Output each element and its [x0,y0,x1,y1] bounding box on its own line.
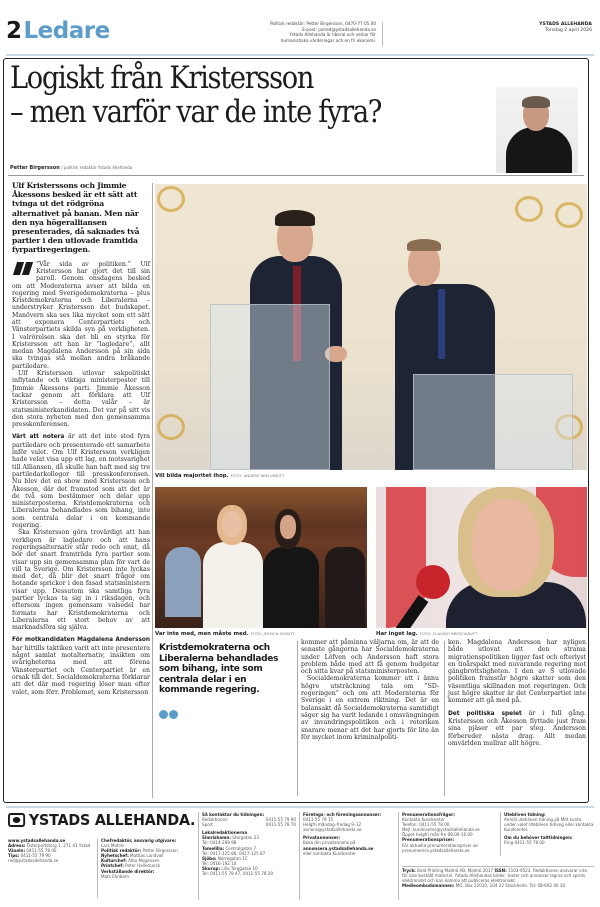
paragraph: Ska Kristersson göra trovärdigt att han verkligen är lagledare och att hans regeringsalternativ står redo och enat, då bör det snart framträda fyra partier som visar upp sin gemensamma plan för vart de vill ta Sverige. Om Kristersson inte lyckas med det, då blir det snart frågor om hotande sprickor i den fasad statsministern visar upp. Dessutom ska samtliga fyra partier lyckas ta sig in i riksdagen, och eftersom ingen gemensam valsedel har formats har Kristdemokraterna och Liberalerna ett stort behov av att marknadsföra sig själva. [12,529,150,632]
main-photo-caption [155,473,284,479]
page-number: 2 [6,18,22,44]
portrait-body [506,127,572,173]
masthead-divider [382,22,383,46]
staff-role: Kulturchef: [101,858,127,864]
bystander [165,547,201,617]
byline-rule [8,175,584,176]
photo-party-leaders [155,487,367,628]
pull-quote-icon [159,704,181,714]
ornament [555,202,583,228]
masthead [6,16,594,52]
photo-credit: FOTO: JESSICA GOW/TT [250,631,296,636]
footer-missed [504,812,594,846]
lead-in: För motkandidaten Magdalena Andersson [12,637,150,644]
footer-contact [8,838,94,863]
issue-date: Torsdag 2 april 2026 [545,28,592,33]
person-blonde-face [222,511,242,537]
ornament [157,186,185,212]
office-phone: Tel: 0414-289 98 [202,840,237,846]
staff-name: Lars Mohlin [101,843,125,849]
paragraph-text: har hittills taktiken varit att inte presentera något samlat motalternativ, insikten om svårigheterna med att förena Vänsterpartiet och Centerpartiet är en orsak till det. Socialdemokraterna förklarar att det där med regering löser man efter valet, som förr. Problemet, som Kristersson [12,644,150,696]
podium-left [210,304,330,470]
ads-hours: Helgfri måndag–fredag 9–12 [303,822,362,828]
editor-email[interactable]: E-post: polred@ystadsallehanda.se [302,26,376,32]
issn-text: 1103-9523. Redaktionen ansvarar inte för icke beställt material. Ystads Allehandas bilder, texter och annonser lagras och sprids elektroniskt och kan komma att publiceras elektroniskt. [402,868,588,884]
private-ads-text: eller kontakta Kundcenter [303,850,356,856]
website-link[interactable]: www.ystadsallehanda.se [8,838,66,843]
staff-role: Chefredaktör, ansvarig utgivare: [101,838,177,843]
quote-mark-icon [12,262,32,276]
office-phone: Tel: 0417-125 86, 0417-125 87 [202,850,266,856]
photo-credit: FOTO: CLAUDIO BRESCIANI/TT [419,631,478,636]
staff-name: Mats Ehnbom [101,873,129,879]
subscriptions-email[interactable]: Mejl: kundcenter@ystadsallehanda.se [402,827,480,833]
brand-name: YSTADS ALLEHANDA. [28,811,196,829]
ads-title: Företags- och föreningsannonser: [303,812,382,817]
switchboard-phone: 0411-55 78 00 [26,848,57,854]
podium-right [413,374,573,470]
section-label [6,18,110,44]
person-right-hair [407,239,441,251]
footer-print-info [402,868,594,888]
lead-in: Det politiska spelet [448,710,522,717]
headline-line-2: – men varför var de inte fyra? [10,94,382,130]
byline-role: / politisk redaktör Ystads Allehanda [61,165,133,170]
headline [10,61,424,129]
column-middle [301,639,439,741]
staff-name: Peter Hallemarck [125,863,161,869]
paragraph [12,433,150,529]
audio-text: Ring 0411-55 78 00 [504,840,545,846]
price-link[interactable]: prenumerera.ystadsallehanda.se [402,847,470,853]
photo-credit: FOTO: ANDERS WIKLUND/TT [230,473,285,478]
editor-line: humanistiska värderingar och en fri ekonomi. [280,37,376,43]
column-left [12,181,150,696]
staff-name: Petter Birgersson [142,848,178,854]
person-left-hair [275,210,315,226]
footer-reach [202,812,296,876]
reach-phone: 0411-55 79 90 [265,817,296,823]
staff-role: Verkställande direktör: [101,868,155,874]
editor-line: Politisk redaktör: Petter Birgersson, 0470-77 05 00 [269,21,376,26]
background-hall [155,487,367,527]
subscriptions-phone: Telefon: 0411-55 78 00 [402,822,450,828]
label: Medieombudsmannen: [402,883,455,889]
photo-andersson [376,487,587,628]
left-photo-caption [155,631,295,637]
label: Adress: [8,843,26,849]
person-right-tie [438,289,445,359]
footer-subscriptions [402,812,498,853]
office-town: Simrishamn: [202,835,231,841]
person-dark-face [280,515,296,539]
newspaper-logo-icon [8,813,25,827]
section-name: Ledare [23,18,110,44]
column-right [448,639,586,747]
footer-divider [299,812,300,900]
top-rule [6,54,594,56]
footer-divider [500,812,501,856]
pull-quote: Kristdemokraterna och Liberalerna behandlades som bihang, inte som centrala delar i en kommande regering. [159,643,279,696]
label: Tips: [8,853,20,859]
footer-rule [6,806,594,808]
paragraph-text: är att det inte stod fyra partiledare och presenterade ett samarbete inför valet. Om Ulf Kristersson verkligen hade velat visa upp ett lag, en motsvarighet till Alliansen, då skulle han haft med sig tre partiledarkollegor till presskonferensen. Nu blev det en show med Kristersson och Åkesson, där det framstod som att det är de två som bestämmer och delar upp ministerposterna. Kristdemokraterna och Liberalerna behandlades som bihang, inte som centrala delar i en kommande regering. [12,433,150,530]
paper-info [539,22,592,34]
staff-role: Nyhetschef: [101,853,129,859]
private-ads-text: Boka din privatannons på [303,840,356,846]
editor-info [264,21,376,43]
person-white-jacket [203,542,263,628]
label: ISSN: [494,868,507,873]
footer-staff [101,838,195,879]
paragraph [12,636,150,695]
paragraph: Socialdemokraterna kommer att i ännu högre utsträckning tala om ”SD-regeringen” och om att Moderaterna för Sverige i en extrem riktning. Det är en balansakt då Socialdemokraterna samtidigt säger sig ha varit ledande i omsvängningen av invandringspolitiken och i retoriken snarare menar att det har gjorts för lite än för mycket inom kriminalpoliti- [301,675,439,741]
ornament [515,196,543,222]
paragraph [448,710,586,747]
footer-ads [303,812,395,856]
subscriptions-title: Prenumerationsfrågor: [402,812,455,817]
office-town: Tomelilla: [202,845,225,851]
tips-phone: 0411-55 79 90 [20,853,51,859]
price-text: För aktuella prenumerationspriser se [402,842,478,848]
label: Tryck: [402,868,416,873]
office-phone: Tel: 0411-55 78 47, 0411-55 78 29 [202,871,273,877]
footer-divider [198,812,199,900]
column-rule [152,183,153,798]
column-rule [444,641,445,796]
person-dark-dress [263,547,319,628]
office-phone: Tel: 0416-192 10 [202,860,237,866]
staff-name: Alba Mogensen [128,858,160,864]
byline-name: Petter Birgersson [10,165,60,171]
office-town: Skurup: [202,865,221,871]
address: Österportstorg 1, 271 41 Ystad [26,843,91,849]
subscriptions-text: Kontakta Kundcenter [402,817,445,823]
ads-phone: 0411-55 79 15 [303,817,334,823]
photographer [325,547,365,628]
column-rule [297,641,298,796]
ornament [157,414,185,440]
staff-role: Politisk redaktör: [101,848,142,854]
footer-divider [97,838,98,898]
missed-title: Utebliven tidning: [504,812,546,817]
price-title: Prenumerationspriser: [402,837,455,843]
ingress: Ulf Kristerssons och Jimmie Åkessons besked är ett sätt att tvinga ut det rödgröna alternativet på banan. Men när den nya högeralliansen presenterades, då saknades två partier i den utlovade framtida fyrpartiregeringen. [12,181,140,255]
caption-text: Har inget lag. [376,631,418,637]
paragraph [12,261,150,370]
staff-name: Mattias Lundvall [130,853,164,859]
editorial-article [3,58,589,803]
paragraph: ken. Magdalena Andersson har nyligen både utlovat att den strama migrationspolitiken ligger fast och efterlyst en tioårspakt med nuvarande regering mot gängbrottsligheten. I den av S utlovade politiken framstår högre skatter som den väsentliga skillnaden mot regeringen. Och just högre skatter är det Centerpartiet inte kommer att gå med på. [448,639,586,705]
contact-email[interactable]: red@ystadsallehanda.se [8,858,59,864]
author-portrait [496,87,578,173]
editor-line: Ystads Allehanda är liberal och verkar för [289,32,376,38]
office-address: Norregatan 1C [217,855,248,861]
brand-logo [8,811,196,831]
caption-text: Var inte med, men måste med. [155,631,249,637]
footer-divider [398,812,399,900]
reach-label: Redaktionen [202,817,228,823]
private-ads-link[interactable]: annonsera.ystadsallehanda.se [303,845,374,851]
reach-title: Så kontaktar du tidningen: [202,812,265,817]
staff-role: Printchef: [101,863,124,869]
missed-text: Anmäl utebliven tidning på Mitt konto under valet Utebliven tidning eller kontakta Kundcenter. [504,817,594,833]
right-photo-caption [376,631,477,637]
footer-rule-small [402,866,594,867]
microphone-icon [416,565,450,599]
paragraph: Ulf Kristersson utlovar sakpolitiskt inflytande och viktiga ministerposter till Jimmie Åkessons parti. Jimmie Åkesson tackar genom att förklara att Ulf Kristersson – detta valår – är statsministerkandidaten. Det var på sitt vis den stora nyheten med den gemensamma presskonferensen. [12,370,150,429]
local-offices-title: Lokalredaktionerna [202,830,248,836]
headline-line-1: Logiskt från Kristersson [10,60,314,96]
portrait-hair [522,96,550,108]
reach-label: Sport [202,822,213,828]
caption-text: Vill bilda majoritet ihop. [155,473,229,479]
office-town: Sjöbo: [202,855,217,861]
private-ads-title: Privatannonser: [303,835,340,841]
paper-name: YSTADS ALLEHANDA [539,22,592,27]
paragraph: kommer att påminna väljarna om, är att de senaste gångerna har Socialdemokraterna under Löfven och Andersson haft stora problem både med att få genom budgetar och sitta kvar på statsministerposten. [301,639,439,676]
office-address: Centralgatan 7 [225,845,257,851]
print-text: Bold Printing Malmö AB, Malmö 2017 [417,868,494,873]
lead-in: Värt att notera [12,434,65,441]
reach-phone: 0411-55 78 70 [265,822,296,828]
photo-handshake [155,184,587,470]
byline [10,165,132,171]
subscriptions-hours: Öppet helgfri mån-fre 08.00-16.00 [402,832,473,838]
face [472,499,540,591]
media-text: MO, Box 22010, 104 22 Stockholm. Tel: 08-692 46 30 [455,883,566,889]
office-address: Lilla Torggatan 10 [221,865,258,871]
paragraph-text: är i full gång. Kristersson och Åkesson flyttade just fram sina pjäser ett par steg. Andersson förbereder nästa drag. Allt medan omvärlden mullrar allt högre. [448,709,586,747]
office-address: Storgatan 23 [232,835,259,841]
label: Växeln: [8,848,26,854]
ads-email[interactable]: annons@ystadsallehanda.se [303,827,362,833]
paragraph-text: ”Vår sida av politiken.” Ulf Kristersson har gjort det till sin paroll. Genom onsdagens besked om att Moderaterna avser att bilda en regering med Sverigedemokraterna – plus Kristdemokraterna och Liberalerna – understryker Kristersson det budskapet. Manövern ska ses lika mycket som ett sätt att exponera Centerpartiets och Vänsterpartiets skilda syn på verkligheten. I valrörelsen ska det bli en styrka för Kristersson att han är ”lagledare”, allt medan Magdalena Andersson på sin sida ska tvingas stå mellan andra bråkande partiledare. [12,260,150,370]
audio-title: Om du behöver talttidningen: [504,835,573,841]
